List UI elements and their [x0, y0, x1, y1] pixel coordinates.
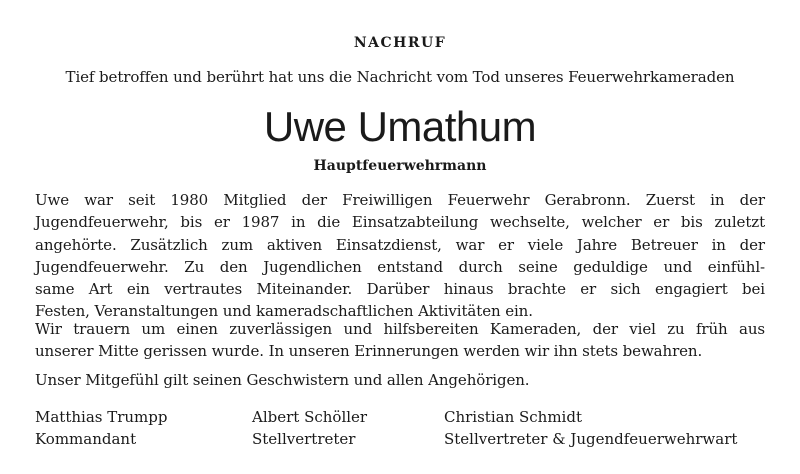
- signatory: [252, 406, 367, 450]
- signatory: [444, 406, 737, 450]
- paragraph-line: Uwe war seit 1980 Mitglied der Freiwilligen Feuerwehr Gerabronn. Zuerst in der: [35, 191, 765, 209]
- signatory-role: Stellvertreter: [252, 430, 356, 448]
- paragraph-line: Unser Mitgefühl gilt seinen Geschwistern und allen Angehörigen.: [35, 371, 530, 389]
- signatory-role: Stellvertreter & Jugendfeuerwehrwart: [444, 430, 738, 448]
- paragraph-line: Festen, Veranstaltungen und kameradschaftlichen Aktivitäten ein.: [35, 302, 533, 321]
- deceased-name: Uwe Umathum: [263, 103, 537, 150]
- signatory-role: Kommandant: [35, 430, 137, 448]
- signatory: [35, 406, 168, 450]
- signatory-name: Matthias Trumpp: [35, 408, 168, 426]
- paragraph-line: unserer Mitte gerissen wurde. In unseren Erinnerungen werden wir ihn stets bewahren.: [35, 342, 703, 361]
- mourning-paragraph: [35, 318, 765, 363]
- notice-heading: NACHRUF: [353, 35, 447, 51]
- paragraph-line: Jugendfeuerwehr, bis er 1987 in die Einsatzabteilung wechselte, welcher er bis zuletzt: [35, 213, 765, 232]
- intro-text: Tief betroffen und berührt hat uns die Nachricht vom Tod unseres Feuerwehrkameraden: [65, 68, 735, 86]
- signatures: [35, 406, 765, 456]
- signatory-name: Albert Schöller: [252, 408, 368, 426]
- paragraph-line: Jugendfeuerwehr. Zu den Jugendlichen entstand durch seine geduldige und einfühl-: [35, 257, 765, 276]
- biography-paragraph: [35, 189, 765, 323]
- paragraph-line: Wir trauern um einen zuverlässigen und hilfsbereiten Kameraden, der viel zu früh aus: [35, 320, 765, 338]
- condolence-paragraph: [35, 369, 765, 391]
- obituary-notice: [35, 0, 765, 474]
- deceased-rank: Hauptfeuerwehrmann: [313, 158, 487, 174]
- signatory-name: Christian Schmidt: [444, 408, 582, 426]
- paragraph-line: angehörte. Zusätzlich zum aktiven Einsatzdienst, war er viele Jahre Betreuer in der: [35, 235, 765, 254]
- paragraph-line: same Art ein vertrautes Miteinander. Darüber hinaus brachte er sich engagiert bei: [35, 280, 765, 299]
